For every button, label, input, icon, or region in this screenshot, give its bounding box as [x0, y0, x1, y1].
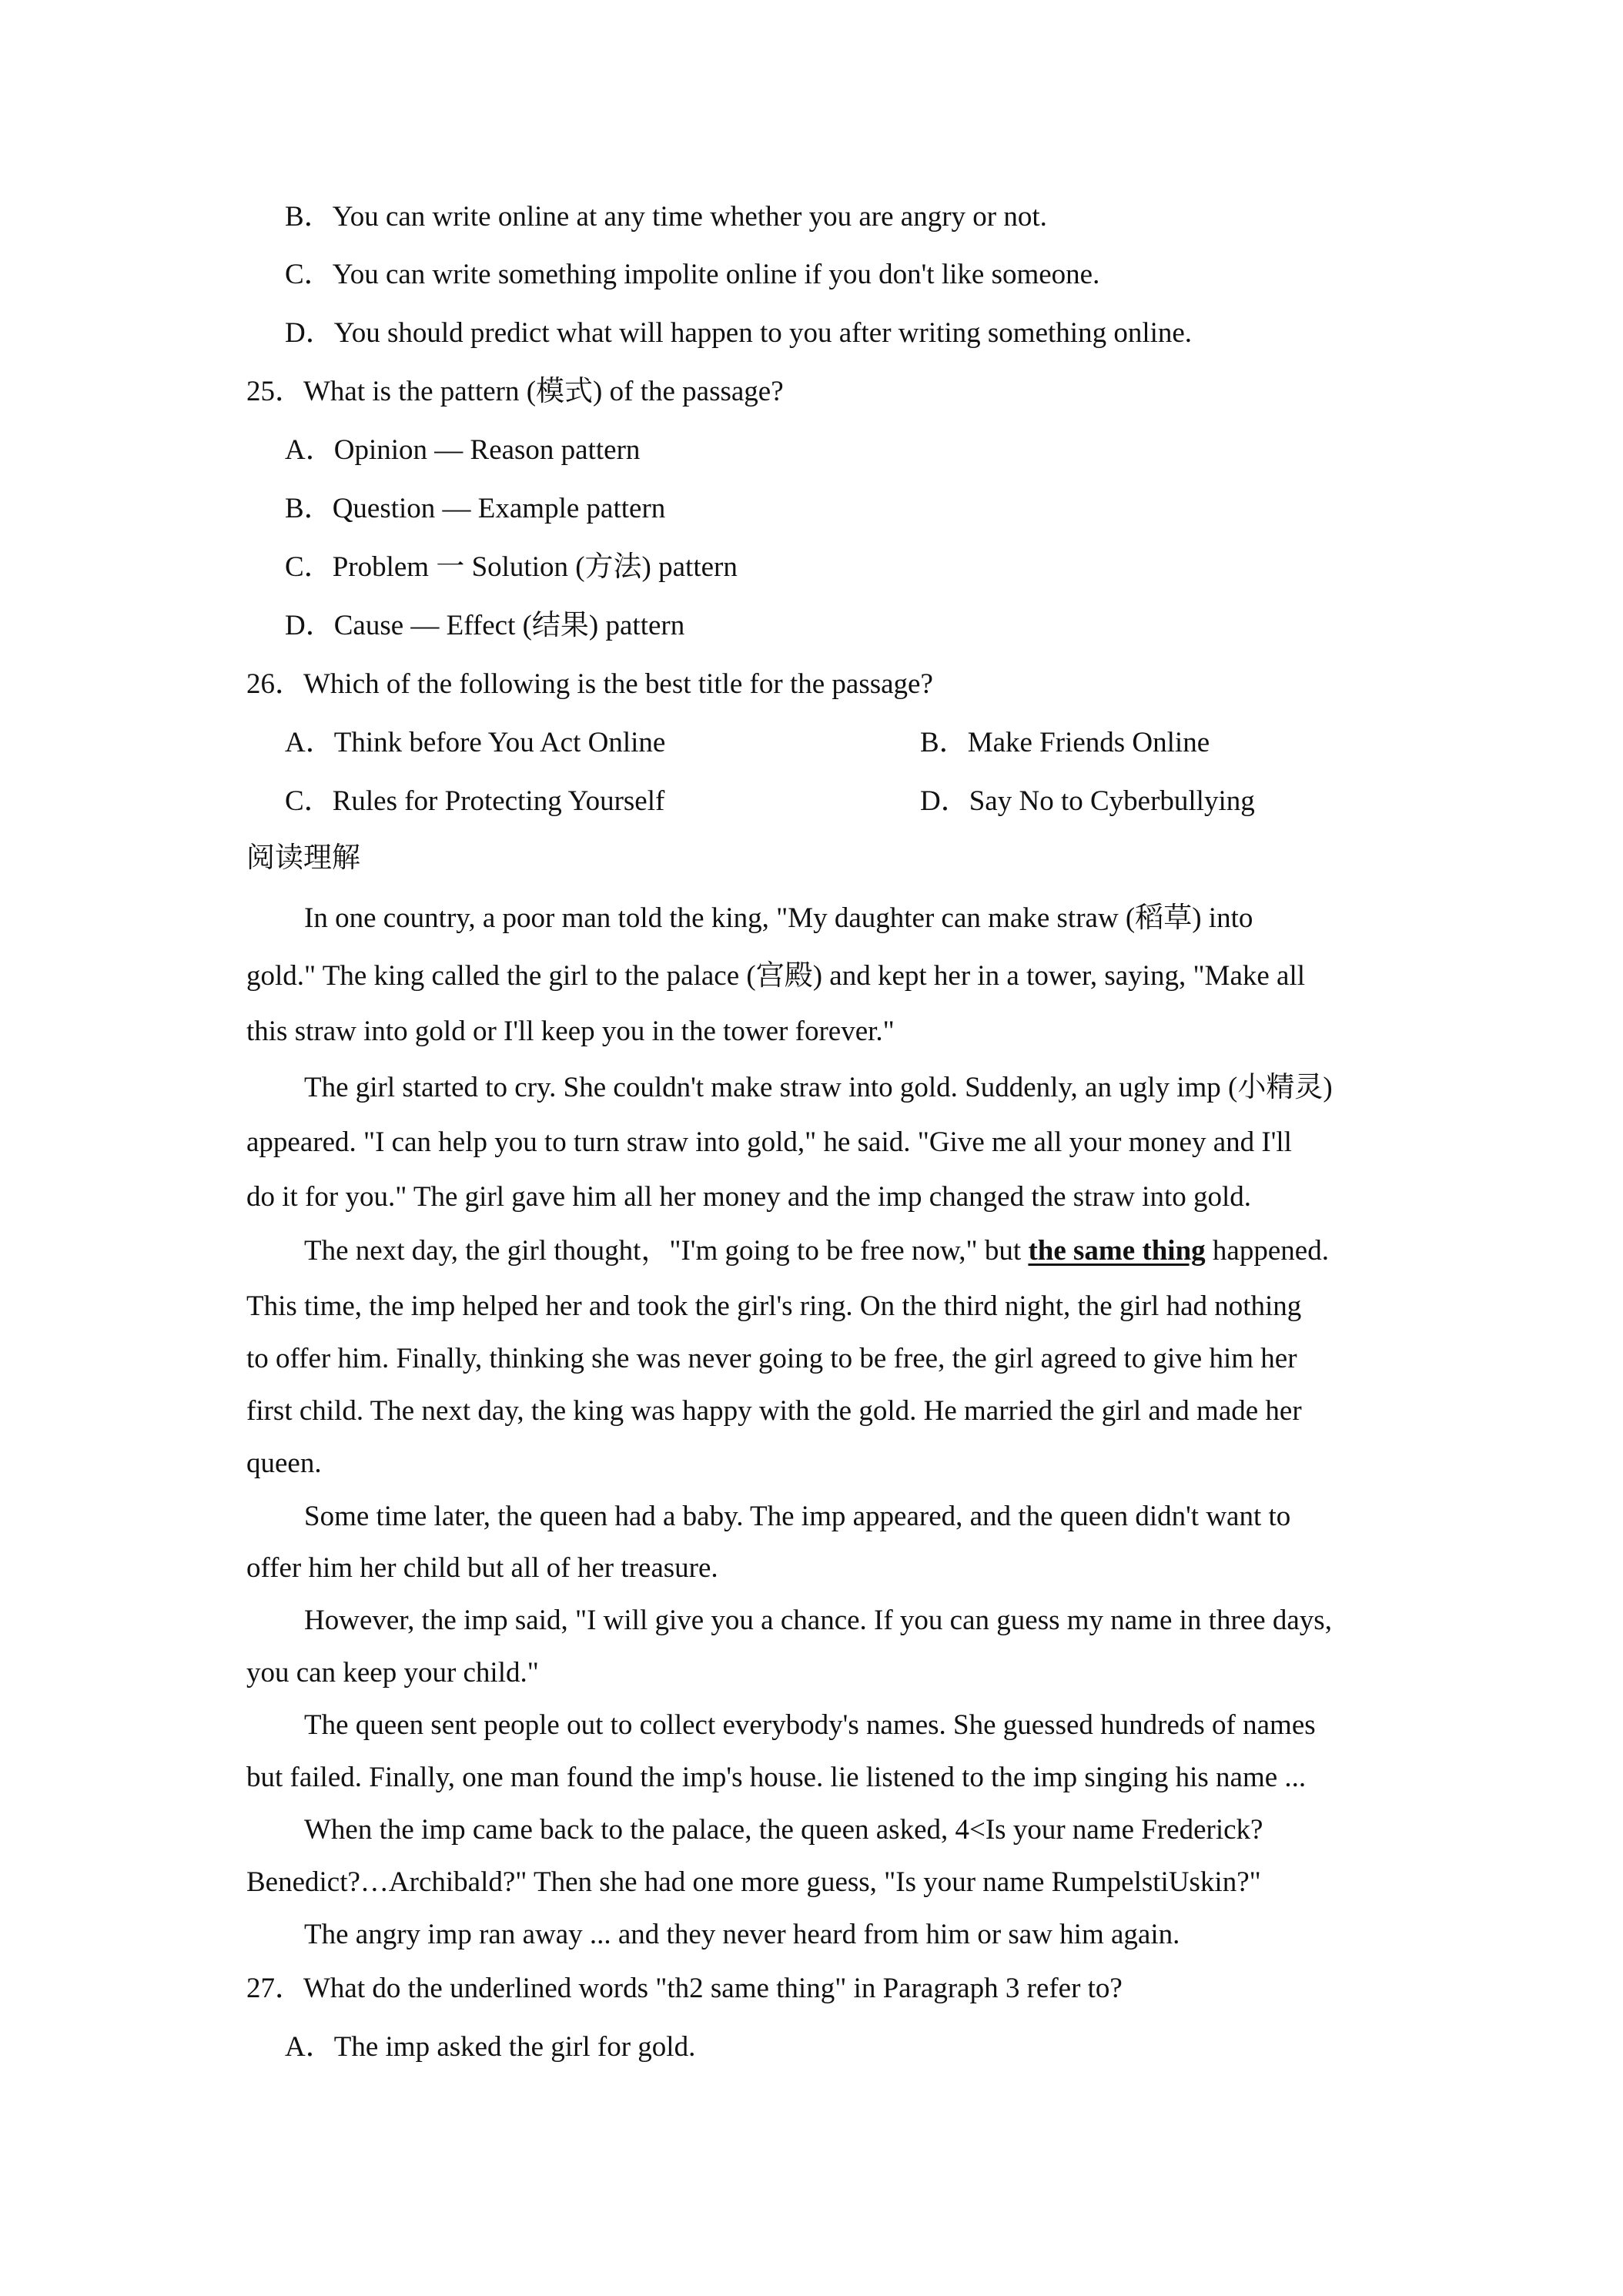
- passage-line: The girl started to cry. She couldn't make straw into gold. Suddenly, an ugly imp (小精灵): [304, 1072, 1333, 1103]
- underlined-phrase: the same thing: [1028, 1235, 1206, 1267]
- section-heading: 阅读理解: [246, 842, 360, 874]
- question-26: 26．Which of the following is the best title for the passage?: [246, 668, 933, 700]
- q25-option-a: A．Opinion — Reason pattern: [285, 434, 641, 466]
- passage-line: However, the imp said, "I will give you a chance. If you can guess my name in three days,: [304, 1605, 1332, 1636]
- q26-option-d: D．Say No to Cyberbullying: [920, 785, 1255, 817]
- q25-option-c: C．Problem 一 Solution (方法) pattern: [285, 551, 738, 583]
- passage-line: this straw into gold or I'll keep you in the tower forever.": [246, 1016, 895, 1047]
- passage-line: Benedict?…Archibald?" Then she had one more guess, "Is your name RumpelstiUskin?": [246, 1866, 1261, 1898]
- passage-line: do it for you." The girl gave him all her money and the imp changed the straw into gold.: [246, 1181, 1252, 1213]
- q25-option-b: B．Question — Example pattern: [285, 493, 666, 524]
- option-b-prev: B．You can write online at any time whether you are angry or not.: [285, 201, 1047, 233]
- passage-line: to offer him. Finally, thinking she was never going to be free, the girl agreed to give him her: [246, 1343, 1297, 1374]
- passage-line: The next day, the girl thought，"I'm going to be free now," but the same thing happened.: [304, 1235, 1329, 1267]
- question-25: 25．What is the pattern (模式) of the passage?: [246, 376, 784, 407]
- passage-line: appeared. "I can help you to turn straw into gold," he said. "Give me all your money and I'll: [246, 1126, 1292, 1158]
- passage-line: When the imp came back to the palace, the queen asked, 4<Is your name Frederick?: [304, 1814, 1263, 1846]
- option-c-prev: C．You can write something impolite online if you don't like someone.: [285, 259, 1100, 290]
- passage-line: queen.: [246, 1448, 322, 1479]
- passage-line: In one country, a poor man told the king, "My daughter can make straw (稻草) into: [304, 902, 1253, 934]
- passage-line: you can keep your child.": [246, 1657, 539, 1689]
- passage-line: The angry imp ran away ... and they never heard from him or saw him again.: [304, 1919, 1180, 1950]
- q26-option-b: B．Make Friends Online: [920, 727, 1210, 758]
- passage-line: gold." The king called the girl to the palace (宫殿) and kept her in a tower, saying, "Make all: [246, 960, 1306, 992]
- passage-line: This time, the imp helped her and took the girl's ring. On the third night, the girl had nothing: [246, 1290, 1302, 1322]
- question-27: 27．What do the underlined words "th2 same thing" in Paragraph 3 refer to?: [246, 1973, 1123, 2004]
- q25-option-d: D．Cause — Effect (结果) pattern: [285, 610, 685, 641]
- passage-line: but failed. Finally, one man found the imp's house. lie listened to the imp singing his name ...: [246, 1762, 1307, 1793]
- passage-line: Some time later, the queen had a baby. The imp appeared, and the queen didn't want to: [304, 1501, 1291, 1532]
- passage-line: offer him her child but all of her treasure.: [246, 1552, 718, 1584]
- q26-option-c: C．Rules for Protecting Yourself: [285, 785, 665, 817]
- passage-line: first child. The next day, the king was happy with the gold. He married the girl and made her: [246, 1395, 1302, 1427]
- q27-option-a: A．The imp asked the girl for gold.: [285, 2031, 696, 2063]
- passage-line: The queen sent people out to collect everybody's names. She guessed hundreds of names: [304, 1709, 1316, 1741]
- option-d-prev: D．You should predict what will happen to you after writing something online.: [285, 317, 1193, 349]
- q26-option-a: A．Think before You Act Online: [285, 727, 666, 758]
